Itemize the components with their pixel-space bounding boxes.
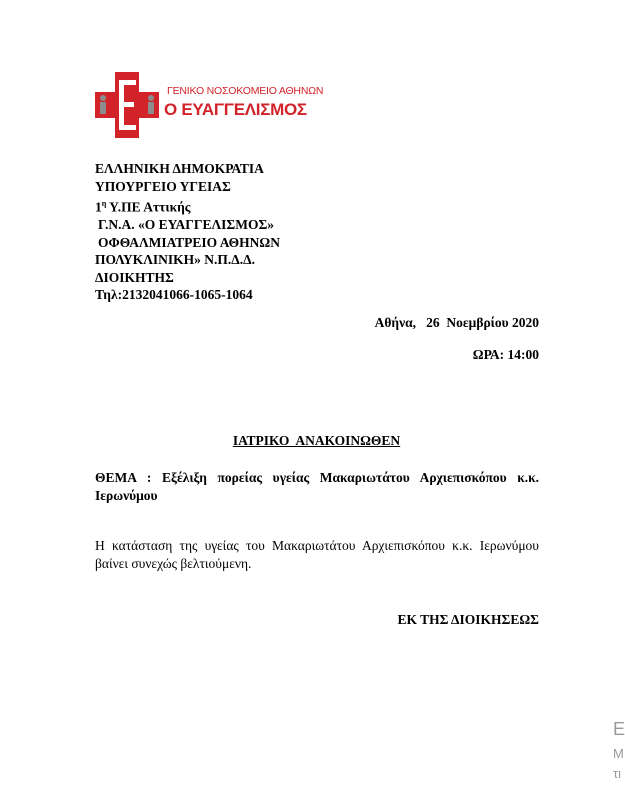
letterhead-line-polyclinic: ΠΟΛΥΚΛΙΝΙΚΗ» Ν.Π.Δ.Δ. xyxy=(95,252,255,267)
letterhead-line-republic: ΕΛΛΗΝΙΚΗ ΔΗΜΟΚΡΑΤΙΑ xyxy=(95,161,264,176)
document-title-text: ΙΑΤΡΙΚΟ ΑΝΑΚΟΙΝΩΘΕΝ xyxy=(232,433,401,448)
letterhead xyxy=(95,160,280,304)
letterhead-line-eye-hospital: ΟΦΘΑΛΜΙΑΤΡΕΙΟ ΑΘΗΝΩΝ xyxy=(98,234,280,250)
document-signature: ΕΚ ΤΗΣ ΔΙΟΙΚΗΣΕΩΣ xyxy=(397,612,539,627)
region-name: Υ.ΠΕ Αττικής xyxy=(109,199,191,215)
letterhead-line-administration: ΔΙΟΙΚΗΤΗΣ xyxy=(95,269,174,285)
letterhead-line-region xyxy=(95,195,280,216)
letterhead-line-ministry: ΥΠΟΥΡΓΕΙΟ ΥΓΕΙΑΣ xyxy=(95,178,231,194)
letterhead-line-phone: Τηλ:2132041066-1065-1064 xyxy=(95,287,253,302)
letterhead-line-hospital: Γ.Ν.Α. «Ο ΕΥΑΓΓΕΛΙΣΜΟΣ» xyxy=(98,217,275,232)
document-title xyxy=(0,433,625,449)
document-body: Η κατάσταση της υγείας του Μακαριωτάτου Αρχιεπισκόπου κ.κ. Ιερωνύμου βαίνει συνεχώς βελτιούμενη. xyxy=(95,538,539,571)
logo-subtitle: ΓΕΝΙΚΟ ΝΟΣΟΚΟΜΕΙΟ ΑΘΗΝΩΝ xyxy=(167,85,324,97)
edge-fragment-2: Μ xyxy=(613,746,624,761)
region-number: 1 xyxy=(95,199,102,215)
edge-fragment-1: Ε xyxy=(613,719,625,739)
logo-name: Ο ΕΥΑΓΓΕΛΙΣΜΟΣ xyxy=(164,100,307,119)
document-time: ΩΡΑ: 14:00 xyxy=(472,347,539,362)
document-subject: ΘΕΜΑ : Εξέλιξη πορείας υγείας Μακαριωτάτου Αρχιεπισκόπου κ.κ. Ιερωνύμου xyxy=(95,470,539,503)
region-superscript: η xyxy=(101,199,107,208)
edge-fragment-3: τι xyxy=(613,766,622,781)
hospital-logo xyxy=(95,72,324,142)
document-date: Αθήνα, 26 Νοεμβρίου 2020 xyxy=(374,315,539,330)
hospital-cross-logo-icon xyxy=(95,72,159,138)
